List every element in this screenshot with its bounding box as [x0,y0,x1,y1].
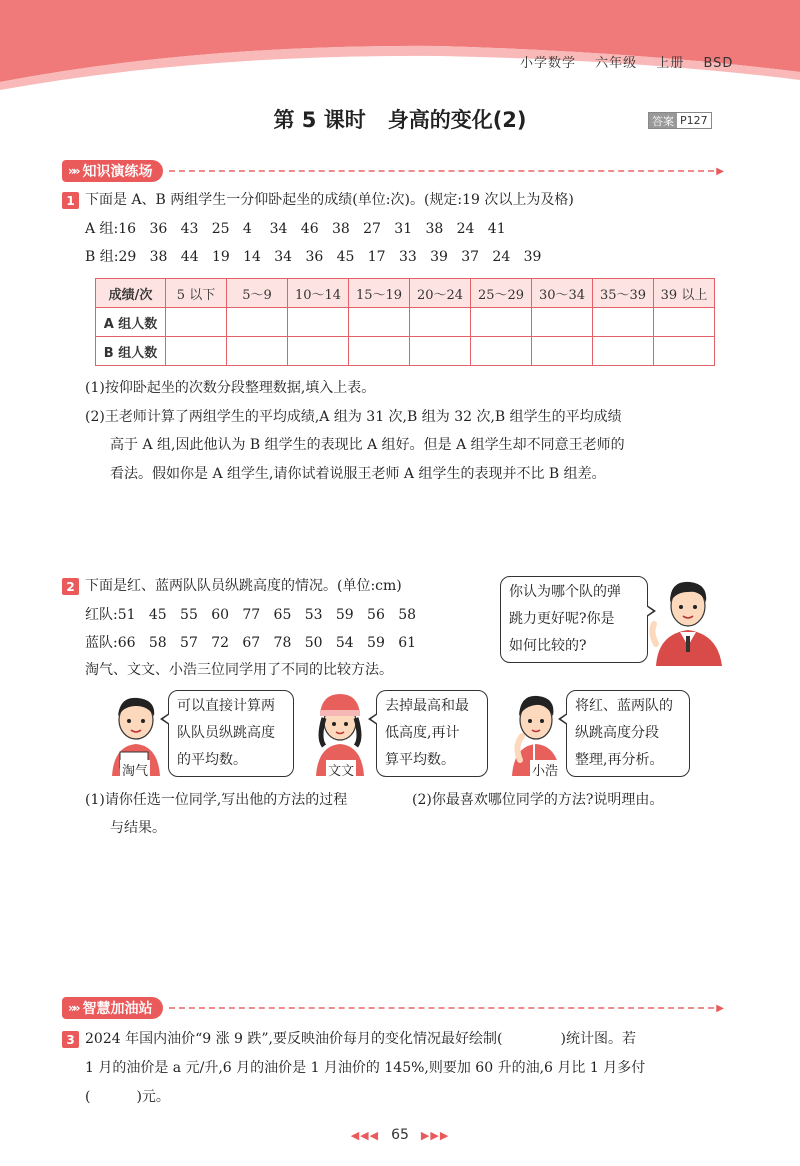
q2-red-data: 红队:51 45 55 60 77 65 53 59 56 58 [85,607,417,623]
q1-sub2-line2: 高于 A 组,因此他认为 B 组学生的表现比 A 组好。但是 A 组学生却不同意王老师的 [110,437,625,453]
answer-label: 答案 [649,113,677,128]
student-name: 小浩 [530,760,560,779]
q1-stem: 下面是 A、B 两组学生一分仰卧起坐的成绩(单位:次)。(规定:19 次以上为及格) [85,192,574,208]
answer-cell[interactable] [166,337,227,366]
section-banner-bonus [62,997,724,1019]
section-pill [62,160,163,182]
q3-line3-end: )元。 [136,1089,170,1105]
q1-sub2-line3: 看法。假如你是 A 组学生,请你试着说服王老师 A 组学生的表现并不比 B 组差。 [110,466,606,482]
score-table [95,278,715,366]
question-number: 2 [62,578,79,595]
table-header-cell: 25～29 [471,279,532,308]
dashed-divider [169,1007,715,1009]
teacher-speech-bubble [500,576,648,663]
dashed-divider [169,170,715,172]
question-number: 1 [62,192,79,209]
q2-sub1-line2: 与结果。 [110,820,166,836]
grade-label: 六年级 [595,56,638,71]
answer-cell[interactable] [410,308,471,337]
answer-reference [648,112,712,129]
double-chevron-icon: »» [68,1001,78,1015]
answer-cell[interactable] [166,308,227,337]
bubble-line: 你认为哪个队的弹 [509,584,621,600]
table-header-cell: 5～9 [227,279,288,308]
q3-line1-start: 2024 年国内油价“9 涨 9 跌”,要反映油价每月的变化情况最好绘制( [85,1031,503,1047]
bubble-line: 可以直接计算两 [177,698,275,714]
table-header-cell: 39 以上 [654,279,715,308]
lesson-topic: 身高的变化(2) [387,108,527,132]
answer-cell[interactable] [349,337,410,366]
answer-cell[interactable] [593,337,654,366]
table-header-cell: 5 以下 [166,279,227,308]
table-row [96,308,715,337]
table-header-cell: 15～19 [349,279,410,308]
q3-line1 [85,1029,636,1049]
page-number: 65 [391,1127,409,1143]
bubble-line: 算平均数。 [385,752,455,768]
section-pill [62,997,163,1019]
bubble-line: 纵跳高度分段 [575,725,659,741]
q2-sub1-line1: (1)请你任选一位同学,写出他的方法的过程 [85,792,348,808]
student-speech-bubble [376,690,488,777]
q3-line1-end: )统计图。若 [560,1031,636,1047]
left-arrows-icon: ◀◀◀ [350,1129,380,1142]
answer-cell[interactable] [532,337,593,366]
edition-label: BSD [703,56,734,71]
q3-line3 [85,1087,170,1107]
answer-cell[interactable] [288,308,349,337]
page-footer [0,1127,800,1143]
bubble-line: 跳力更好呢?你是 [509,611,615,627]
q2-blue-data: 蓝队:66 58 57 72 67 78 50 54 59 61 [85,635,417,651]
answer-cell[interactable] [532,308,593,337]
bubble-line: 如何比较的? [509,638,587,654]
section-banner-practice [62,160,724,182]
q1-group-a-data: A 组:16 36 43 25 4 34 46 38 27 31 38 24 41 [85,221,506,237]
table-header-cell: 30～34 [532,279,593,308]
student-speech-bubble [168,690,294,777]
bubble-line: 队队员纵跳高度 [177,725,275,741]
section-title: 智慧加油站 [82,1001,153,1017]
table-header-cell: 成绩/次 [96,279,166,308]
table-row [96,337,715,366]
answer-cell[interactable] [227,337,288,366]
q3-line3-start: ( [85,1089,91,1105]
volume-label: 上册 [656,56,685,71]
book-info [520,52,747,71]
teacher-illustration [648,572,728,666]
bubble-line: 整理,再分析。 [575,752,664,768]
answer-cell[interactable] [349,308,410,337]
arrow-end-icon: ▶ [716,1002,724,1014]
table-header-cell: 10～14 [288,279,349,308]
right-arrows-icon: ▶▶▶ [420,1129,450,1142]
bubble-line: 的平均数。 [177,752,247,768]
lesson-number: 第 5 课时 [273,108,366,132]
answer-cell[interactable] [593,308,654,337]
answer-cell[interactable] [288,337,349,366]
answer-cell[interactable] [654,337,715,366]
bubble-line: 去掉最高和最 [385,698,469,714]
section-title: 知识演练场 [82,164,153,180]
q2-methods: 淘气、文文、小浩三位同学用了不同的比较方法。 [85,662,393,678]
answer-cell[interactable] [471,308,532,337]
q1-sub2-line1: (2)王老师计算了两组学生的平均成绩,A 组为 31 次,B 组为 32 次,B 组学生的平均成绩 [85,409,622,425]
student-name: 淘气 [120,760,150,779]
q1-sub1: (1)按仰卧起坐的次数分段整理数据,填入上表。 [85,380,376,396]
q1-group-b-data: B 组:29 38 44 19 14 34 36 45 17 33 39 37 24 39 [85,249,542,265]
row-label-b: B 组人数 [96,337,166,366]
q3-line2: 1 月的油价是 a 元/升,6 月的油价是 1 月油价的 145%,则要加 60 升的油,6 月比 1 月多付 [85,1060,646,1076]
answer-cell[interactable] [410,337,471,366]
q2-sub2: (2)你最喜欢哪位同学的方法?说明理由。 [412,792,664,808]
subject-label: 小学数学 [520,56,577,71]
answer-cell[interactable] [227,308,288,337]
bubble-line: 低高度,再计 [385,725,460,741]
bubble-line: 将红、蓝两队的 [575,698,673,714]
arrow-end-icon: ▶ [716,165,724,177]
table-header-cell: 20～24 [410,279,471,308]
answer-cell[interactable] [654,308,715,337]
question-number: 3 [62,1031,79,1048]
row-label-a: A 组人数 [96,308,166,337]
student-speech-bubble [566,690,690,777]
answer-page: P127 [680,114,708,127]
answer-cell[interactable] [471,337,532,366]
header-band [0,0,800,90]
student-name: 文文 [326,760,356,779]
q2-stem: 下面是红、蓝两队队员纵跳高度的情况。(单位:cm) [85,578,402,594]
table-header-cell: 35～39 [593,279,654,308]
double-chevron-icon: »» [68,164,78,178]
table-header-row [96,279,715,308]
